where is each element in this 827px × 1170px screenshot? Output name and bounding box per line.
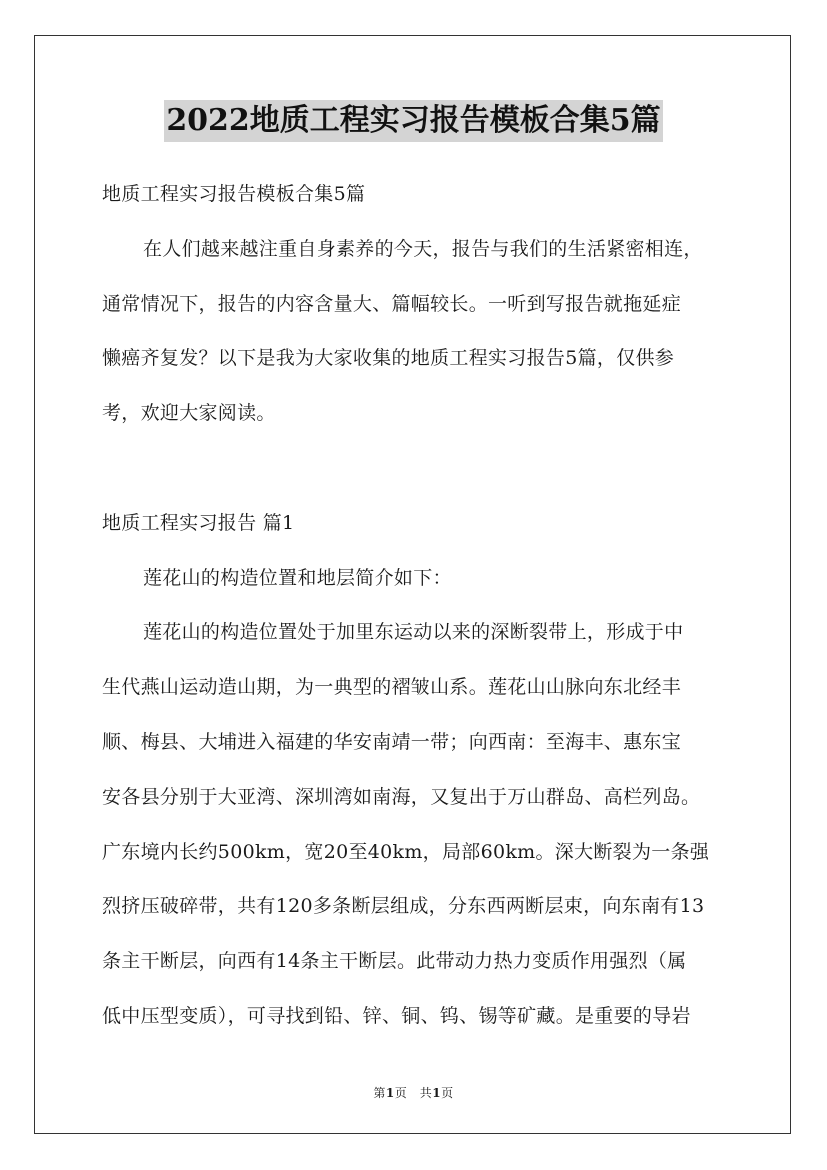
paragraph-line: 在人们越来越注重自身素养的今天，报告与我们的生活紧密相连， [143,237,703,260]
subtitle: 地质工程实习报告模板合集5篇 [102,183,366,205]
footer-page-suffix: 页 [441,1086,454,1100]
title-container [0,100,827,142]
footer-page-mid: 页 共 [394,1086,433,1100]
paragraph-line: 生代燕山运动造山期，为一典型的褶皱山系。莲花山山脉向东北经丰 [102,676,682,699]
paragraph-line: 安各县分别于大亚湾、深圳湾如南海，又复出于万山群岛、高栏列岛。 [102,785,701,808]
blank-line [102,448,732,503]
footer-page-prefix: 第 [373,1086,386,1100]
footer-page-number: 1 [385,1086,395,1100]
page-footer [0,1084,827,1101]
section-heading: 地质工程实习报告 篇1 [102,511,295,534]
paragraph-line: 通常情况下，报告的内容含量大、篇幅较长。一听到写报告就拖延症 [102,292,682,315]
document-title: 2022地质工程实习报告模板合集5篇 [164,100,662,142]
paragraph-line: 广东境内长约500km，宽20至40km，局部60km。深大断裂为一条强 [102,840,710,863]
paragraph-line: 条主干断层，向西有14条主干断层。此带动力热力变质作用强烈（属 [102,950,687,973]
paragraph-line: 考，欢迎大家阅读。 [102,402,276,425]
paragraph-line: 烈挤压破碎带，共有120多条断层组成，分东西两断层束，向东南有13 [102,895,705,918]
paragraph-line: 莲花山的构造位置和地层简介如下： [143,566,452,589]
paragraph-line: 低中压型变质），可寻找到铅、锌、铜、钨、锡等矿藏。是重要的导岩 [102,1004,691,1027]
paragraph-line: 莲花山的构造位置处于加里东运动以来的深断裂带上，形成于中 [143,621,684,644]
paragraph-line: 懒癌齐复发？以下是我为大家收集的地质工程实习报告5篇，仅供参 [102,347,675,370]
paragraph-line: 顺、梅县、大埔进入福建的华安南靖一带；向西南：至海丰、惠东宝 [102,730,682,753]
document-body [102,174,732,1051]
footer-total-pages: 1 [432,1086,442,1100]
